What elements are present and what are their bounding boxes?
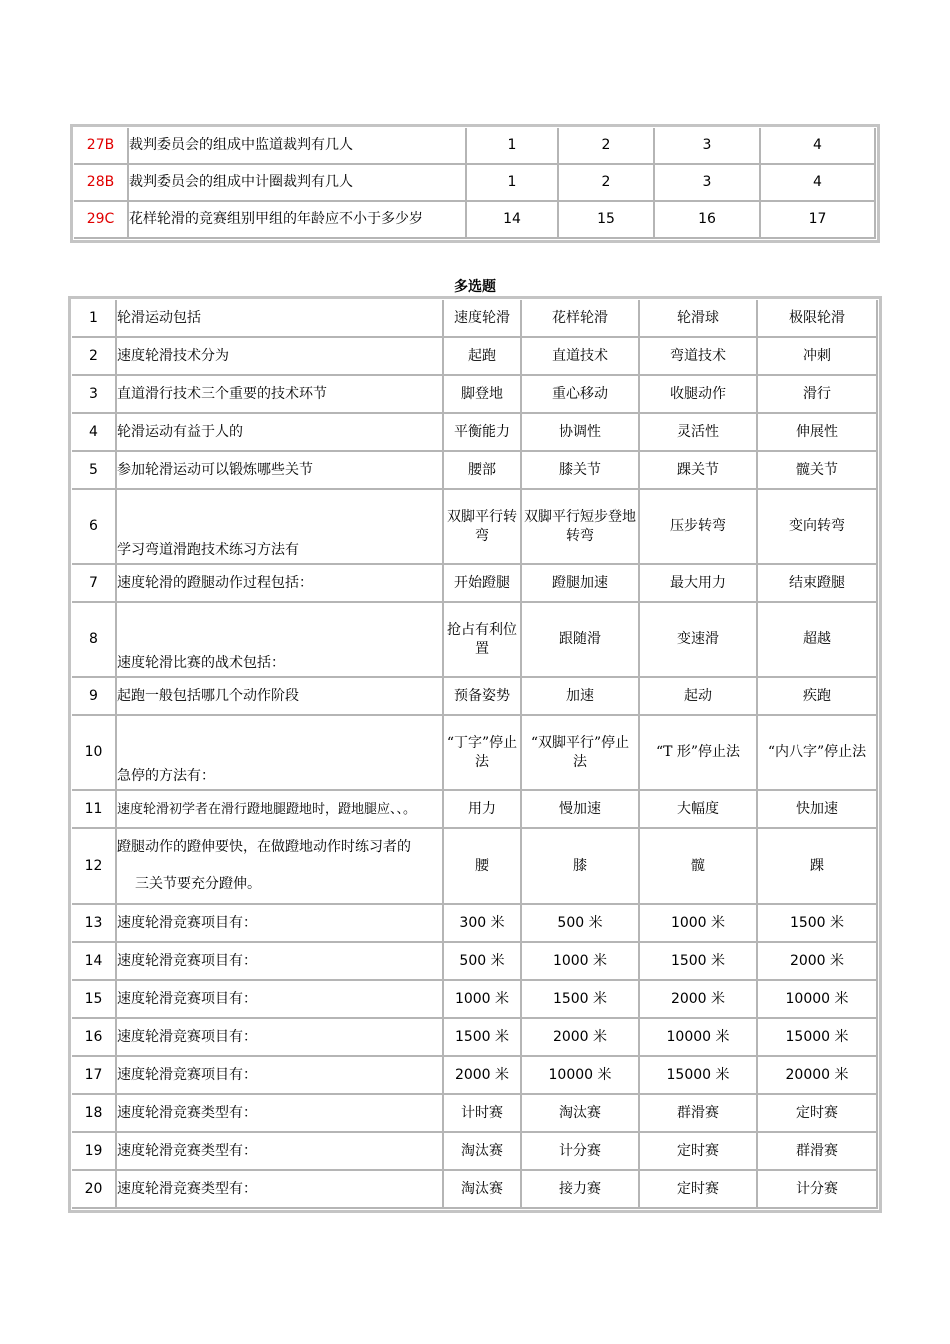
option-c: 最大用力 bbox=[640, 565, 758, 603]
question-text: 速度轮滑的蹬腿动作过程包括： bbox=[117, 565, 444, 603]
option-c: 1500 米 bbox=[640, 943, 758, 981]
question-text bbox=[117, 829, 444, 905]
table-row bbox=[72, 603, 878, 678]
option-b: 膝 bbox=[522, 829, 640, 905]
option-c: 2000 米 bbox=[640, 981, 758, 1019]
option-b: 1000 米 bbox=[522, 943, 640, 981]
option-b: 协调性 bbox=[522, 414, 640, 452]
question-text: 轮滑运动包括 bbox=[117, 300, 444, 338]
option-c: 起动 bbox=[640, 678, 758, 716]
table-row bbox=[72, 414, 878, 452]
question-text: 速度轮滑竞赛项目有： bbox=[117, 981, 444, 1019]
option-d: 伸展性 bbox=[758, 414, 878, 452]
table-row bbox=[74, 165, 876, 202]
option-d: 定时赛 bbox=[758, 1095, 878, 1133]
option-c: 压步转弯 bbox=[640, 490, 758, 565]
option-b: 花样轮滑 bbox=[522, 300, 640, 338]
question-id: 15 bbox=[72, 981, 117, 1019]
question-id: 27B bbox=[74, 128, 129, 165]
question-id: 12 bbox=[72, 829, 117, 905]
option-d: 结束蹬腿 bbox=[758, 565, 878, 603]
option-a: 平衡能力 bbox=[444, 414, 522, 452]
question-text: 速度轮滑竞赛类型有： bbox=[117, 1133, 444, 1171]
option-d: 2000 米 bbox=[758, 943, 878, 981]
question-text: 速度轮滑竞赛项目有： bbox=[117, 1057, 444, 1095]
option-d: “内八字”停止法 bbox=[758, 716, 878, 791]
option-b: 1500 米 bbox=[522, 981, 640, 1019]
option-b: 加速 bbox=[522, 678, 640, 716]
table-row bbox=[72, 716, 878, 791]
option-b: 计分赛 bbox=[522, 1133, 640, 1171]
option-b: 膝关节 bbox=[522, 452, 640, 490]
option-d: 疾跑 bbox=[758, 678, 878, 716]
option-a: 1 bbox=[467, 165, 559, 202]
question-text: 花样轮滑的竞赛组别甲组的年龄应不小于多少岁 bbox=[129, 202, 467, 239]
option-a: 1 bbox=[467, 128, 559, 165]
option-c: 3 bbox=[655, 128, 761, 165]
option-d: 20000 米 bbox=[758, 1057, 878, 1095]
question-id: 19 bbox=[72, 1133, 117, 1171]
table-row bbox=[72, 1095, 878, 1133]
question-id: 13 bbox=[72, 905, 117, 943]
option-a: 开始蹬腿 bbox=[444, 565, 522, 603]
question-id: 3 bbox=[72, 376, 117, 414]
question-id: 17 bbox=[72, 1057, 117, 1095]
option-a: 淘汰赛 bbox=[444, 1171, 522, 1209]
option-a: 2000 米 bbox=[444, 1057, 522, 1095]
table-row bbox=[72, 791, 878, 829]
question-text: 速度轮滑技术分为 bbox=[117, 338, 444, 376]
option-a: 1500 米 bbox=[444, 1019, 522, 1057]
question-id: 8 bbox=[72, 603, 117, 678]
question-text: 速度轮滑比赛的战术包括： bbox=[117, 603, 444, 678]
option-b: “双脚平行”停止法 bbox=[522, 716, 640, 791]
option-a: 预备姿势 bbox=[444, 678, 522, 716]
table-row bbox=[72, 565, 878, 603]
question-id: 2 bbox=[72, 338, 117, 376]
question-text: 学习弯道滑跑技术练习方法有 bbox=[117, 490, 444, 565]
option-a: 14 bbox=[467, 202, 559, 239]
option-c: 15000 米 bbox=[640, 1057, 758, 1095]
table-row bbox=[72, 1171, 878, 1209]
option-d: 超越 bbox=[758, 603, 878, 678]
question-id: 29C bbox=[74, 202, 129, 239]
question-id: 16 bbox=[72, 1019, 117, 1057]
table-row bbox=[72, 829, 878, 905]
table-row bbox=[72, 338, 878, 376]
question-text: 裁判委员会的组成中监道裁判有几人 bbox=[129, 128, 467, 165]
question-id: 9 bbox=[72, 678, 117, 716]
single-choice-table bbox=[70, 124, 880, 243]
question-id: 11 bbox=[72, 791, 117, 829]
question-text: 起跑一般包括哪几个动作阶段 bbox=[117, 678, 444, 716]
option-b: 重心移动 bbox=[522, 376, 640, 414]
question-id: 28B bbox=[74, 165, 129, 202]
option-a: “丁字”停止法 bbox=[444, 716, 522, 791]
option-a: 脚登地 bbox=[444, 376, 522, 414]
option-d: 计分赛 bbox=[758, 1171, 878, 1209]
option-c: 1000 米 bbox=[640, 905, 758, 943]
option-d: 变向转弯 bbox=[758, 490, 878, 565]
question-id: 14 bbox=[72, 943, 117, 981]
question-id: 18 bbox=[72, 1095, 117, 1133]
option-c: 髋 bbox=[640, 829, 758, 905]
table-row bbox=[72, 1133, 878, 1171]
option-a: 500 米 bbox=[444, 943, 522, 981]
table-row bbox=[72, 452, 878, 490]
option-d: 踝 bbox=[758, 829, 878, 905]
option-c: 踝关节 bbox=[640, 452, 758, 490]
option-b: 10000 米 bbox=[522, 1057, 640, 1095]
option-b: 双脚平行短步登地转弯 bbox=[522, 490, 640, 565]
section-title: 多选题 bbox=[454, 279, 496, 295]
option-c: 收腿动作 bbox=[640, 376, 758, 414]
option-d: 17 bbox=[761, 202, 876, 239]
option-b: 直道技术 bbox=[522, 338, 640, 376]
option-b: 2 bbox=[559, 165, 655, 202]
question-text: 直道滑行技术三个重要的技术环节 bbox=[117, 376, 444, 414]
table-row bbox=[74, 128, 876, 165]
option-c: 定时赛 bbox=[640, 1133, 758, 1171]
option-d: 4 bbox=[761, 165, 876, 202]
option-b: 2 bbox=[559, 128, 655, 165]
option-d: 极限轮滑 bbox=[758, 300, 878, 338]
option-d: 1500 米 bbox=[758, 905, 878, 943]
option-d: 4 bbox=[761, 128, 876, 165]
option-c: 定时赛 bbox=[640, 1171, 758, 1209]
table-row bbox=[72, 490, 878, 565]
table-row bbox=[72, 678, 878, 716]
option-d: 群滑赛 bbox=[758, 1133, 878, 1171]
option-b: 蹬腿加速 bbox=[522, 565, 640, 603]
option-c: 3 bbox=[655, 165, 761, 202]
option-b: 15 bbox=[559, 202, 655, 239]
option-a: 双脚平行转弯 bbox=[444, 490, 522, 565]
option-a: 淘汰赛 bbox=[444, 1133, 522, 1171]
question-text: 裁判委员会的组成中计圈裁判有几人 bbox=[129, 165, 467, 202]
table-row bbox=[72, 943, 878, 981]
option-a: 腰部 bbox=[444, 452, 522, 490]
question-id: 7 bbox=[72, 565, 117, 603]
question-text: 速度轮滑竞赛类型有： bbox=[117, 1095, 444, 1133]
option-b: 500 米 bbox=[522, 905, 640, 943]
option-c: 轮滑球 bbox=[640, 300, 758, 338]
question-text: 速度轮滑竞赛项目有： bbox=[117, 943, 444, 981]
question-id: 5 bbox=[72, 452, 117, 490]
option-b: 接力赛 bbox=[522, 1171, 640, 1209]
option-c: 变速滑 bbox=[640, 603, 758, 678]
option-d: 10000 米 bbox=[758, 981, 878, 1019]
option-d: 冲刺 bbox=[758, 338, 878, 376]
option-d: 快加速 bbox=[758, 791, 878, 829]
question-text: 参加轮滑运动可以锻炼哪些关节 bbox=[117, 452, 444, 490]
option-a: 腰 bbox=[444, 829, 522, 905]
table-row bbox=[72, 1019, 878, 1057]
question-text: 速度轮滑初学者在滑行蹬地腿蹬地时，蹬地腿应、、。 bbox=[117, 791, 444, 829]
table-row bbox=[72, 300, 878, 338]
option-c: 16 bbox=[655, 202, 761, 239]
question-text: 速度轮滑竞赛项目有： bbox=[117, 1019, 444, 1057]
option-a: 1000 米 bbox=[444, 981, 522, 1019]
question-id: 1 bbox=[72, 300, 117, 338]
option-d: 15000 米 bbox=[758, 1019, 878, 1057]
question-text: 速度轮滑竞赛类型有： bbox=[117, 1171, 444, 1209]
option-d: 髋关节 bbox=[758, 452, 878, 490]
option-c: 群滑赛 bbox=[640, 1095, 758, 1133]
option-b: 慢加速 bbox=[522, 791, 640, 829]
question-text: 速度轮滑竞赛项目有： bbox=[117, 905, 444, 943]
table-row bbox=[72, 376, 878, 414]
option-a: 300 米 bbox=[444, 905, 522, 943]
multi-choice-table bbox=[68, 296, 882, 1213]
option-c: 灵活性 bbox=[640, 414, 758, 452]
option-c: 大幅度 bbox=[640, 791, 758, 829]
option-a: 起跑 bbox=[444, 338, 522, 376]
question-text: 轮滑运动有益于人的 bbox=[117, 414, 444, 452]
question-id: 6 bbox=[72, 490, 117, 565]
option-c: 10000 米 bbox=[640, 1019, 758, 1057]
option-b: 淘汰赛 bbox=[522, 1095, 640, 1133]
table-row bbox=[72, 981, 878, 1019]
question-line-2: 三关节要充分蹬伸。 bbox=[135, 876, 261, 892]
option-d: 滑行 bbox=[758, 376, 878, 414]
option-a: 用力 bbox=[444, 791, 522, 829]
question-id: 10 bbox=[72, 716, 117, 791]
option-c: “T 形”停止法 bbox=[640, 716, 758, 791]
question-line-1: 蹬腿动作的蹬伸要快，在做蹬地动作时练习者的 bbox=[117, 839, 411, 855]
question-id: 4 bbox=[72, 414, 117, 452]
table-row bbox=[72, 1057, 878, 1095]
option-b: 跟随滑 bbox=[522, 603, 640, 678]
option-a: 速度轮滑 bbox=[444, 300, 522, 338]
option-c: 弯道技术 bbox=[640, 338, 758, 376]
question-text: 急停的方法有： bbox=[117, 716, 444, 791]
option-b: 2000 米 bbox=[522, 1019, 640, 1057]
option-a: 计时赛 bbox=[444, 1095, 522, 1133]
question-id: 20 bbox=[72, 1171, 117, 1209]
table-row bbox=[74, 202, 876, 239]
table-row bbox=[72, 905, 878, 943]
option-a: 抢占有利位置 bbox=[444, 603, 522, 678]
